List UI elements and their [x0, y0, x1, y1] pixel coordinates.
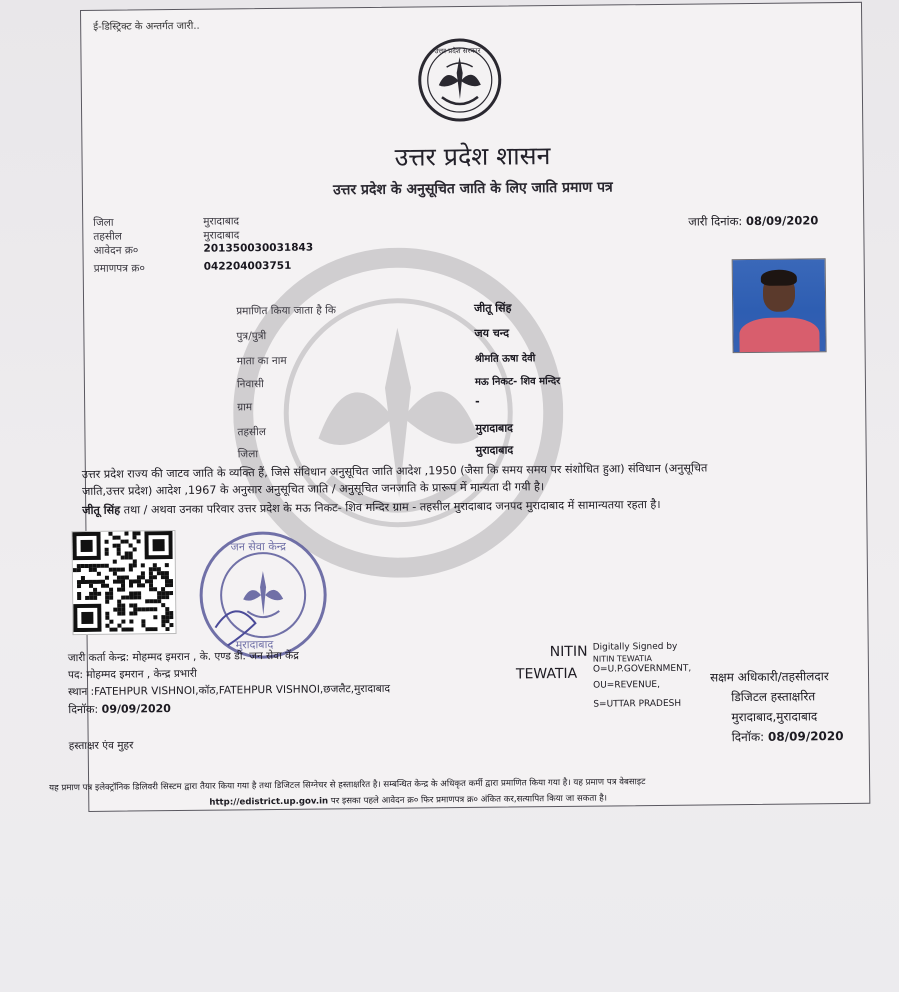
footer-line-2: [209, 792, 607, 808]
detail-label-district: जिला: [237, 448, 259, 461]
certificate-page: [49, 2, 870, 812]
digital-sign-line-2: NITIN TEWATIA: [592, 654, 652, 664]
issuer-sign-label: हस्ताक्षर एंव मुहर: [68, 739, 134, 753]
field-value-certificate-no: 042204003751: [203, 259, 292, 273]
issuer-date-label: दिनॉक:: [68, 702, 99, 717]
detail-label-tehsil: तहसील: [237, 426, 266, 439]
detail-value-district: मुरादाबाद: [475, 443, 514, 457]
authority-title: सक्षम अधिकारी/तहसीलदार: [709, 669, 829, 685]
digital-sign-line-3: O=U.P.GOVERNMENT,: [592, 663, 692, 675]
authority-place: मुरादाबाद,मुरादाबाद: [731, 709, 818, 725]
header-note: ई-डिस्ट्रिक्ट के अन्तर्गत जारी..: [93, 20, 200, 33]
digital-sign-line-5: S=UTTAR PRADESH: [593, 698, 682, 710]
detail-value-name: जीतू सिंह: [474, 301, 512, 315]
digital-signature-block: [593, 642, 692, 711]
issuer-center: जारी कर्ता केन्द्र: मोहम्मद इमरान , के. एण्ड डी. जन सेवा केंद्र: [67, 649, 299, 665]
issue-date: [688, 213, 818, 229]
field-label-district: जिला: [93, 216, 114, 229]
detail-value-mother: श्रीमति ऊषा देवी: [474, 353, 536, 365]
seal-text-bottom: मुरादाबाद: [235, 638, 274, 652]
detail-label-certified: प्रमाणित किया जाता है कि: [236, 304, 337, 318]
footer-line-1: यह प्रमाण पत्र इलेक्ट्रॉनिक डिलिवरी सिस्टम द्वारा तैयार किया गया है तथा डिजिटल सिग्नेचर से हस्ताक्षरित है। सम्बन्धित केन्द्र के अधिकृत कर्मी द्वारा प्रमाणित किया गया है। यह प्रमाण पत्र वेबसाइट: [49, 777, 646, 794]
issue-date-label: जारी दिनांक:: [688, 214, 743, 229]
digital-sign-line-4: OU=REVENUE,: [593, 679, 661, 691]
qr-code: [71, 530, 176, 635]
emblem-text: उत्तर प्रदेश सरकार: [434, 46, 481, 56]
paragraph-line-3: तथा / अथवा उनका परिवार उत्तर प्रदेश के मऊ निकट- शिव मन्दिर ग्राम - तहसील मुरादाबाद जनपद मुरादाबाद में सामान्यतया रहता है।: [120, 497, 661, 517]
paragraph-name: जीतू सिंह: [82, 503, 121, 518]
detail-value-tehsil: मुरादाबाद: [475, 421, 514, 435]
issuer-place: स्थान :FATEHPUR VISHNOI,कॉठ,FATEHPUR VISHNOI,छजलैट,मुरादाबाद: [68, 682, 391, 699]
detail-value-father: जय चन्द: [474, 326, 510, 340]
footer-line-2-text: पर इसका पहले आवेदन क्र० फिर प्रमाणपत्र क्र० अंकित कर,सत्यापित किया जा सकता है।: [328, 793, 608, 807]
field-label-tehsil: तहसील: [93, 230, 122, 243]
detail-value-resident: मऊ निकट- शिव मन्दिर: [474, 375, 561, 388]
footer-url: http://edistrict.up.gov.in: [209, 796, 329, 808]
detail-value-village: -: [475, 394, 480, 408]
detail-label-son-daughter: पुत्र/पुत्री: [236, 330, 267, 343]
paragraph-line-1: उत्तर प्रदेश राज्य की जाटव जाति के व्यक्ति हैं, जिसे संविधान अनुसूचित जाति आदेश ,1950 (जैसा कि समय समय पर संशोधित हुआ) संविधान (अनुसूचित: [81, 461, 708, 482]
field-label-application-no: आवेदन क्र०: [93, 244, 139, 257]
authority-date-value: 08/09/2020: [767, 729, 844, 744]
page-subtitle: उत्तर प्रदेश के अनुसूचित जाति के लिए जाति प्रमाण पत्र: [332, 179, 613, 199]
issuer-date: [68, 701, 171, 717]
signer-name-line-2: TEWATIA: [515, 665, 578, 683]
authority-sign: डिजिटल हस्ताक्षरित: [731, 689, 816, 705]
field-value-district: मुरादाबाद: [203, 215, 240, 228]
signer-name-line-1: NITIN: [549, 643, 588, 661]
authority-date: [732, 727, 844, 745]
issuer-post: पद: मोहम्मद इमरान , केन्द्र प्रभारी: [67, 667, 197, 682]
page-title: उत्तर प्रदेश शासन: [394, 141, 551, 172]
authority-date-label: दिनॉक:: [731, 729, 765, 745]
certificate-paragraph: [82, 458, 853, 519]
jan-seva-kendra-seal-icon: [194, 526, 331, 663]
paragraph-line-2: जाति,उत्तर प्रदेश) आदेश ,1967 के अनुसार अनुसूचित जाति / अनुसूचित जनजाति के प्रारूप में मान्यता दी गयी है।: [81, 480, 545, 499]
digital-sign-line-1: Digitally Signed by: [592, 641, 678, 653]
detail-label-resident: निवासी: [236, 378, 264, 391]
field-value-tehsil: मुरादाबाद: [203, 229, 240, 242]
applicant-photo: [732, 258, 827, 353]
detail-label-village: ग्राम: [237, 401, 253, 414]
detail-label-mother: माता का नाम: [236, 354, 287, 368]
seal-text-top: जन सेवा केन्द्र: [230, 539, 287, 554]
issuer-date-value: 09/09/2020: [101, 702, 171, 716]
issue-date-value: 08/09/2020: [745, 213, 819, 229]
field-value-application-no: 201350030031843: [203, 241, 314, 255]
field-label-certificate-no: प्रमाणपत्र क्र०: [93, 262, 145, 275]
